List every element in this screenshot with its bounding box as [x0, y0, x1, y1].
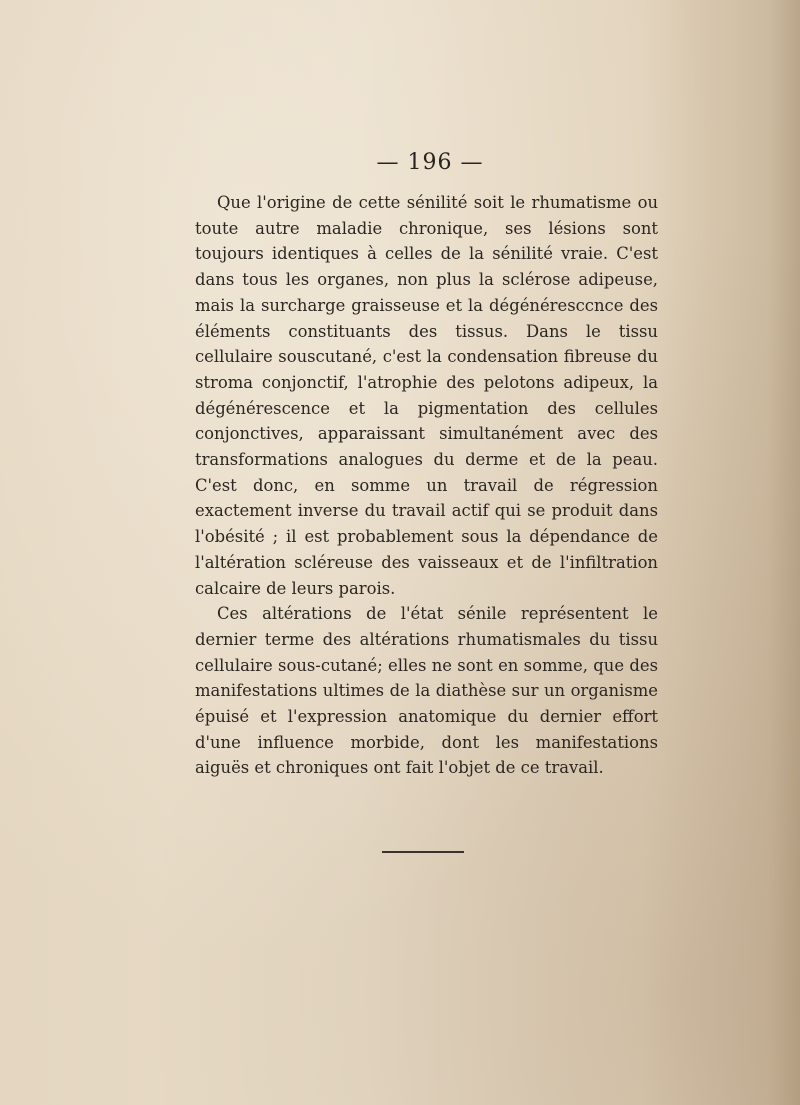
paragraph-2: Ces altérations de l'état sénile représentent le dernier terme des altérations rhumatismales du tissu cellulaire sous-cutané; elles ne sont en somme, que des manifestations ultimes de la diathèse sur un organisme épuisé et l'expression anatomique du dernier effort d'une influence morbide, dont les manifestations aiguës et chroniques ont fait l'objet de ce travail.: [195, 604, 658, 778]
page-number: — 196 —: [376, 150, 484, 175]
body-text: [195, 190, 658, 781]
paragraph-1: Que l'origine de cette sénilité soit le rhumatisme ou toute autre maladie chronique, ses lésions sont toujours identiques à celles de la sénilité vraie. C'est dans tous les organes, non plus la sclérose adipeuse, mais la surcharge graisseuse et la dégénéresccnce des éléments constituants des tissus. Dans le tissu cellulaire souscutané, c'est la condensation fibreuse du stroma conjonctif, l'atrophie des pelotons adipeux, la dégénérescence et la pigmentation des cellules conjonctives, apparaissant simultanément avec des transformations analogues du derme et de la peau. C'est donc, en somme un travail de régression exactement inverse du travail actif qui se produit dans l'obésité ; il est probablement sous la dépendance de l'altération scléreuse des vaisseaux et de l'infiltration calcaire de leurs parois.: [195, 193, 658, 598]
end-rule: [382, 851, 464, 853]
